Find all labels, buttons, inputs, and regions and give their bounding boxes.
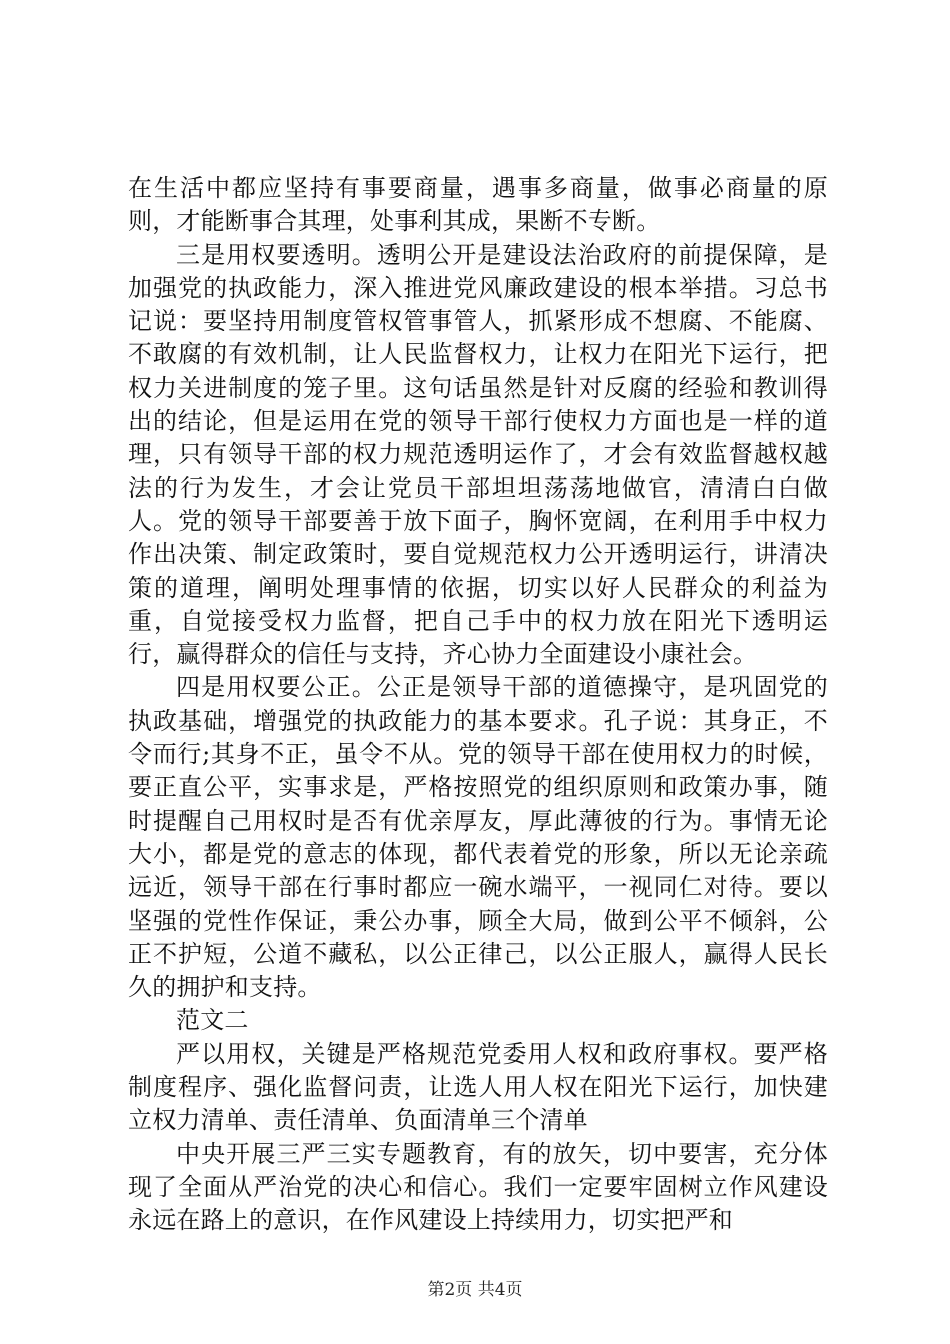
document-body — [128, 172, 828, 1238]
paragraph-power-regulation: 严以用权，关键是严格规范党委用人权和政府事权。要严格制度程序、强化监督问责，让选人用人权在阳光下运行，加快建立权力清单、责任清单、负面清单三个清单 — [128, 1039, 828, 1135]
paragraph-fairness: 四是用权要公正。公正是领导干部的道德操守，是巩固党的执政基础，增强党的执政能力的基本要求。孔子说：其身正，不令而行;其身不正，虽令不从。党的领导干部在使用权力的时候，要正直公平，实事求是，严格按照党的组织原则和政策办事，随时提醒自己用权时是否有优亲厚友，厚此薄彼的行为。事情无论大小，都是党的意志的体现，都代表着党的形象，所以无论亲疏远近，领导干部在行事时都应一碗水端平，一视同仁对待。要以坚强的党性作保证，秉公办事，顾全大局，做到公平不倾斜，公正不护短，公道不藏私，以公正律己，以公正服人，赢得人民长久的拥护和支持。 — [128, 673, 828, 1002]
paragraph-transparency: 三是用权要透明。透明公开是建设法治政府的前提保障，是加强党的执政能力，深入推进党风廉政建设的根本举措。习总书记说：要坚持用制度管权管事管人，抓紧形成不想腐、不能腐、不敢腐的有效机制，让人民监督权力，让权力在阳光下运行，把权力关进制度的笼子里。这句话虽然是针对反腐的经验和教训得出的结论，但是运用在党的领导干部行使权力方面也是一样的道理，只有领导干部的权力规范透明运作了，才会有效监督越权越法的行为发生，才会让党员干部坦坦荡荡地做官，清清白白做人。党的领导干部要善于放下面子，胸怀宽阔，在利用手中权力作出决策、制定政策时，要自觉规范权力公开透明运行，讲清决策的道理，阐明处理事情的依据，切实以好人民群众的利益为重，自觉接受权力监督，把自己手中的权力放在阳光下透明运行，赢得群众的信任与支持，齐心协力全面建设小康社会。 — [128, 240, 828, 669]
paragraph-education: 中央开展三严三实专题教育，有的放矢，切中要害，充分体现了全面从严治党的决心和信心。我们一定要牢固树立作风建设永远在路上的意识，在作风建设上持续用力，切实把严和 — [128, 1139, 828, 1235]
paragraph-continuation: 在生活中都应坚持有事要商量，遇事多商量，做事必商量的原则，才能断事合其理，处事利其成，果断不专断。 — [128, 174, 828, 236]
page-number-footer: 第2页 共4页 — [427, 1280, 523, 1300]
section-heading-sample-two: 范文二 — [176, 1006, 249, 1035]
